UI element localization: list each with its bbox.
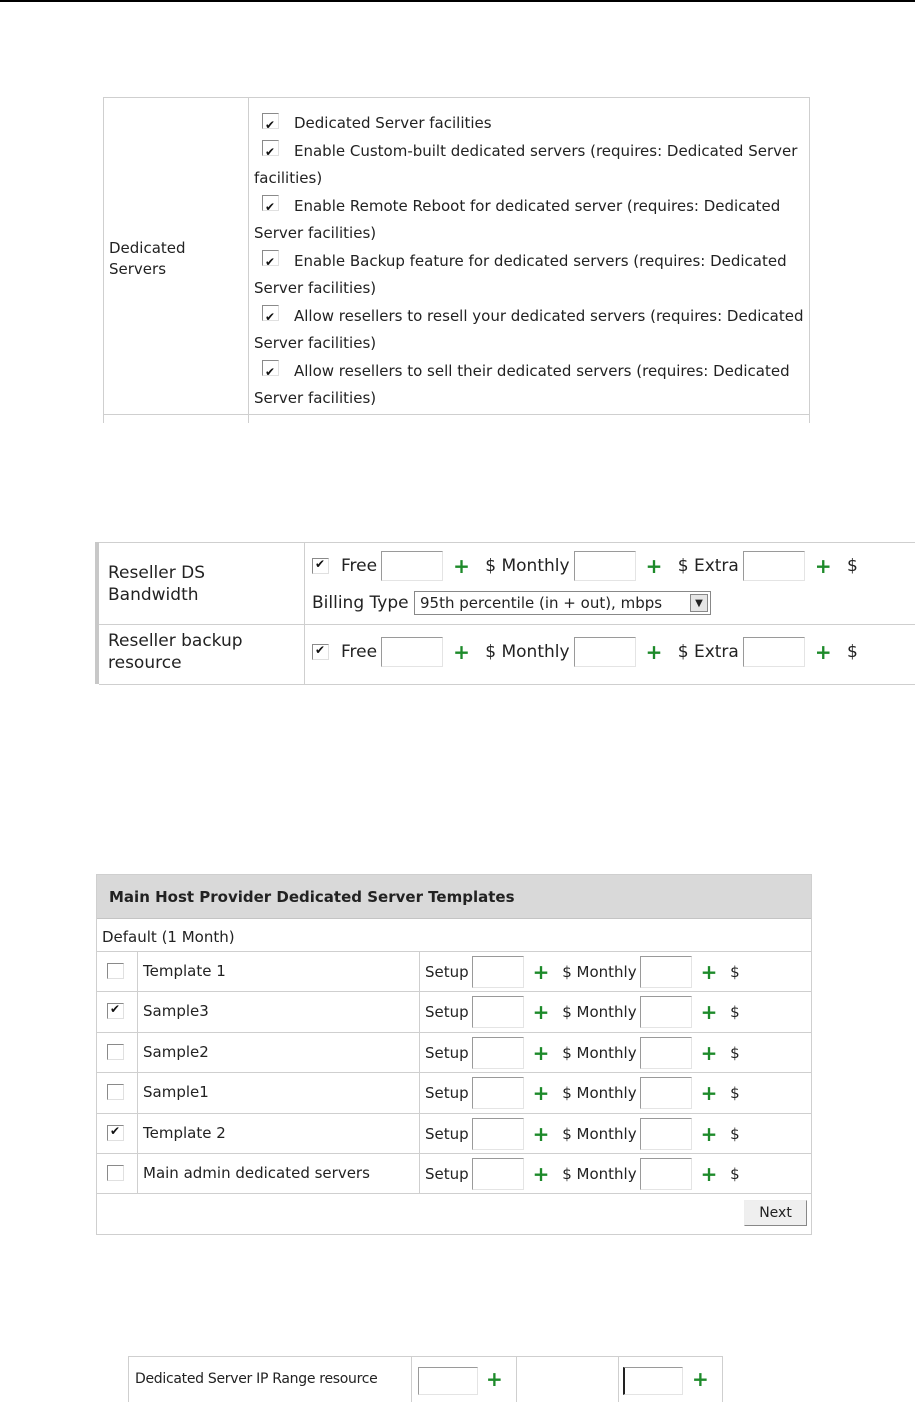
divider [137, 1154, 138, 1194]
option-checkbox[interactable] [262, 360, 279, 376]
bandwidth-price-line: ✔Free + $ Monthly + $ Extra + $ [312, 551, 858, 581]
divider [419, 952, 420, 992]
dedicated-servers-label-cell [104, 98, 249, 423]
add-extra-icon[interactable]: + [814, 640, 832, 664]
option-remote-reboot: ✔Enable Remote Reboot for dedicated server (requires: Dedicated Server facilities) [254, 193, 806, 248]
monthly-input[interactable] [640, 1077, 692, 1109]
template-name: Sample2 [143, 1043, 209, 1061]
option-checkbox[interactable] [262, 250, 279, 266]
add-monthly-icon[interactable]: + [700, 1162, 718, 1186]
template-name: Main admin dedicated servers [143, 1164, 370, 1182]
ip-range-input[interactable] [418, 1367, 478, 1395]
divider [419, 1073, 420, 1113]
free-checkbox[interactable] [312, 644, 329, 660]
dedicated-servers-label: Dedicated Servers [109, 239, 186, 278]
option-checkbox[interactable] [262, 305, 279, 321]
table-row [97, 1072, 811, 1113]
reseller-backup-label: Reseller backup resource [108, 631, 243, 673]
extra-input[interactable] [743, 637, 805, 667]
divider [137, 952, 138, 992]
reseller-backup-row [99, 624, 915, 685]
monthly-input[interactable] [640, 1118, 692, 1150]
divider [516, 1357, 517, 1402]
option-checkbox[interactable] [262, 140, 279, 156]
template-name: Sample1 [143, 1083, 209, 1101]
add-ip-range-icon[interactable]: + [486, 1367, 503, 1391]
add-ip-range-second-icon[interactable]: + [692, 1367, 709, 1391]
group-label: Default (1 Month) [102, 928, 235, 946]
setup-input[interactable] [472, 1158, 524, 1190]
divider [137, 1073, 138, 1113]
table-footer [97, 1193, 811, 1235]
add-setup-icon[interactable]: + [532, 960, 550, 984]
add-setup-icon[interactable]: + [532, 1000, 550, 1024]
divider [419, 1154, 420, 1194]
pricing-cell: Setup + $ Monthly + $ [425, 1158, 740, 1190]
option-backup-feature: ✔Enable Backup feature for dedicated servers (requires: Dedicated Server facilities) [254, 248, 806, 303]
templates-table [96, 874, 812, 1235]
add-extra-icon[interactable]: + [814, 554, 832, 578]
setup-input[interactable] [472, 1037, 524, 1069]
add-monthly-icon[interactable]: + [645, 554, 663, 578]
pricing-cell: Setup + $ Monthly + $ [425, 1037, 740, 1069]
reseller-bandwidth-row [99, 542, 915, 625]
divider [137, 992, 138, 1032]
setup-input[interactable] [472, 956, 524, 988]
row-checkbox[interactable] [107, 963, 124, 979]
row-checkbox[interactable] [107, 1003, 124, 1019]
option-dedicated-facilities: ✔Dedicated Server facilities [254, 110, 806, 138]
table-row [97, 951, 811, 992]
setup-input[interactable] [472, 1118, 524, 1150]
divider [137, 1114, 138, 1154]
dedicated-servers-options [254, 110, 806, 413]
add-setup-icon[interactable]: + [532, 1081, 550, 1105]
reseller-bandwidth-label: Reseller DS Bandwidth [108, 563, 206, 605]
divider [618, 1357, 619, 1402]
divider [419, 1114, 420, 1154]
add-monthly-icon[interactable]: + [700, 1122, 718, 1146]
divider [411, 1357, 412, 1402]
add-free-icon[interactable]: + [453, 640, 470, 664]
monthly-input[interactable] [640, 1037, 692, 1069]
extra-input[interactable] [743, 551, 805, 581]
divider [722, 1357, 723, 1402]
option-custom-built: ✔Enable Custom-built dedicated servers (requires: Dedicated Server facilities) [254, 138, 806, 193]
divider [419, 992, 420, 1032]
pricing-cell: Setup + $ Monthly + $ [425, 956, 740, 988]
row-checkbox[interactable] [107, 1084, 124, 1100]
row-checkbox[interactable] [107, 1125, 124, 1141]
free-checkbox[interactable] [312, 558, 329, 574]
option-checkbox[interactable] [262, 195, 279, 211]
option-checkbox[interactable] [262, 113, 279, 129]
reseller-resources-table [95, 542, 915, 684]
next-button[interactable]: Next [744, 1200, 807, 1226]
add-monthly-icon[interactable]: + [645, 640, 663, 664]
add-monthly-icon[interactable]: + [700, 1000, 718, 1024]
free-input[interactable] [381, 551, 443, 581]
pricing-cell: Setup + $ Monthly + $ [425, 1077, 740, 1109]
setup-input[interactable] [472, 1077, 524, 1109]
ip-range-second-input[interactable] [623, 1367, 683, 1395]
pricing-cell: Setup + $ Monthly + $ [425, 996, 740, 1028]
monthly-input[interactable] [574, 551, 636, 581]
table-row [97, 991, 811, 1032]
add-monthly-icon[interactable]: + [700, 960, 718, 984]
add-setup-icon[interactable]: + [532, 1041, 550, 1065]
add-monthly-icon[interactable]: + [700, 1081, 718, 1105]
billing-type-line: Billing Type 95th percentile (in + out), mbps ▼ [312, 591, 711, 615]
templates-title: Main Host Provider Dedicated Server Templates [97, 875, 811, 919]
add-setup-icon[interactable]: + [532, 1122, 550, 1146]
monthly-input[interactable] [640, 956, 692, 988]
add-setup-icon[interactable]: + [532, 1162, 550, 1186]
billing-type-select[interactable]: 95th percentile (in + out), mbps ▼ [414, 591, 711, 615]
template-name: Template 2 [143, 1124, 226, 1142]
option-sell-their-servers: ✔Allow resellers to sell their dedicated servers (requires: Dedicated Server facilities) [254, 358, 806, 413]
table-row [97, 1153, 811, 1194]
add-free-icon[interactable]: + [453, 554, 470, 578]
row-checkbox[interactable] [107, 1044, 124, 1060]
monthly-input[interactable] [640, 996, 692, 1028]
dedicated-servers-panel [103, 97, 810, 423]
ip-range-row [128, 1356, 723, 1402]
divider [419, 1033, 420, 1073]
divider [137, 1033, 138, 1073]
table-row [97, 1113, 811, 1154]
top-border [0, 0, 915, 2]
add-monthly-icon[interactable]: + [700, 1041, 718, 1065]
row-checkbox[interactable] [107, 1165, 124, 1181]
chevron-down-icon[interactable]: ▼ [690, 594, 708, 612]
divider [104, 414, 809, 415]
backup-price-line: ✔Free + $ Monthly + $ Extra + $ [312, 637, 858, 667]
table-row [97, 1032, 811, 1073]
monthly-input[interactable] [640, 1158, 692, 1190]
free-input[interactable] [381, 637, 443, 667]
template-name: Template 1 [143, 962, 226, 980]
option-resell-your-servers: ✔Allow resellers to resell your dedicated servers (requires: Dedicated Server facilities) [254, 303, 806, 358]
setup-input[interactable] [472, 996, 524, 1028]
pricing-cell: Setup + $ Monthly + $ [425, 1118, 740, 1150]
template-name: Sample3 [143, 1002, 209, 1020]
monthly-input[interactable] [574, 637, 636, 667]
ip-range-label: Dedicated Server IP Range resource [135, 1371, 378, 1387]
